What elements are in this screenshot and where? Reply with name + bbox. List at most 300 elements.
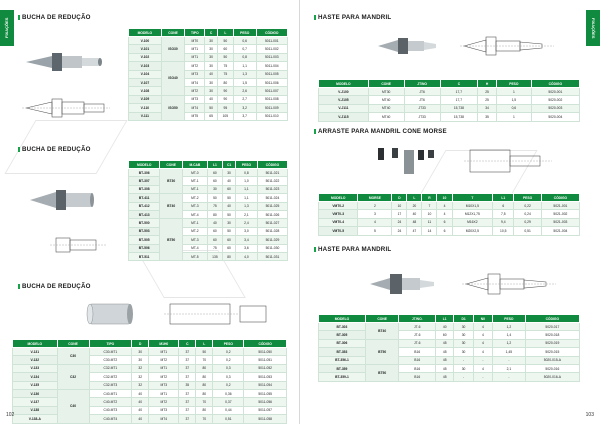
- table-cell: 0,51: [514, 227, 541, 235]
- table-row: [319, 96, 580, 104]
- column-header: H: [478, 80, 497, 88]
- table-cell: 40: [132, 389, 149, 397]
- table-cell-cone: BT50: [160, 219, 183, 261]
- table-cell: V-138-A: [13, 415, 58, 423]
- table-cell: 5011-030: [257, 244, 287, 252]
- table-cell: 40: [132, 398, 149, 406]
- table-cell: 1,5: [233, 78, 256, 86]
- table-cell: 80: [196, 364, 213, 372]
- table-cell: 5011-010: [256, 112, 287, 120]
- table-cell: JT-6: [399, 339, 436, 347]
- column-header: L1: [207, 161, 222, 169]
- column-header: D1: [454, 315, 473, 323]
- table-cell: MT1: [149, 364, 179, 372]
- table-cell: C40-MT2: [89, 398, 132, 406]
- table-cell: 37: [179, 398, 196, 406]
- table-cell: 0,8: [233, 53, 256, 61]
- table-row: [129, 219, 288, 227]
- table-cell: 60: [436, 331, 454, 339]
- table-cell: 3,0: [236, 227, 258, 235]
- column-header: C: [205, 29, 218, 37]
- table-cell: MT-0: [182, 169, 207, 177]
- table-cell: 80: [196, 389, 213, 397]
- table-cell-cone: BT40: [365, 323, 399, 340]
- column-header: MODELO: [319, 194, 358, 202]
- column-header: MORSE: [358, 194, 392, 202]
- table-row: [129, 95, 288, 103]
- tool-technical-drawing: [160, 294, 280, 334]
- right-page: [300, 0, 600, 424]
- table-cell: 90: [217, 95, 233, 103]
- table-cell: 4: [437, 210, 452, 218]
- table-cell: 5011-054: [244, 381, 287, 389]
- table-cell: V-136: [13, 389, 58, 397]
- table-cell: 40: [205, 95, 218, 103]
- column-header: CÓDIGO: [541, 194, 579, 202]
- table-cell: 70: [196, 356, 213, 364]
- table-cell: 5021-001: [541, 202, 579, 210]
- table-row: [129, 202, 288, 210]
- table-cell: BT-359: [319, 364, 366, 372]
- table-cell: BT-308: [129, 185, 160, 193]
- table-cell: 0,29: [514, 218, 541, 226]
- table-cell: 50: [196, 348, 213, 356]
- page-number: 103: [585, 412, 594, 418]
- table-cell: 1,5: [497, 96, 532, 104]
- column-header: PESO: [236, 161, 258, 169]
- table-cell: V-101: [129, 45, 162, 53]
- table-cell: 4: [358, 218, 392, 226]
- table-cell: JT-6: [399, 323, 436, 331]
- table-cell: 60: [207, 177, 222, 185]
- table-cell: 90: [217, 87, 233, 95]
- table-cell: 1,1: [236, 194, 258, 202]
- table-cell: BT-306: [129, 169, 160, 177]
- column-header: MODELO: [319, 315, 366, 323]
- table-row: [13, 406, 287, 414]
- column-header: CÓDIGO: [244, 340, 287, 348]
- table-cell: 0,2: [213, 348, 244, 356]
- table-cell: 4: [473, 339, 492, 347]
- table-cell: V-135: [13, 381, 58, 389]
- table-cell: 5011-052: [244, 364, 287, 372]
- table-cell: V-132: [13, 356, 58, 364]
- table-cell-cone: BT50: [365, 339, 399, 364]
- table-row: [129, 78, 288, 86]
- table-cell: 0,2: [213, 356, 244, 364]
- table-cell: 45: [436, 356, 454, 364]
- table-cell: 50: [217, 37, 233, 45]
- drift-table: [318, 193, 580, 236]
- table-cell: 80: [223, 252, 236, 260]
- table-cell: MT3: [149, 381, 179, 389]
- table-cell: 70: [196, 398, 213, 406]
- table-row: [13, 373, 287, 381]
- column-header: PESO: [493, 315, 526, 323]
- table-row: [319, 218, 580, 226]
- table-cell-cone: ISO30: [161, 37, 185, 62]
- table-cell: C30-MT2: [89, 356, 132, 364]
- table-cell: JT33: [404, 113, 440, 121]
- table-cell: 10,5: [493, 227, 514, 235]
- table-cell: 32: [132, 364, 149, 372]
- table-cell: 30: [205, 45, 218, 53]
- table-cell: 4: [473, 348, 492, 356]
- table-cell: 70: [196, 415, 213, 423]
- tool-technical-drawing: [460, 262, 570, 308]
- table-cell: MT-1: [182, 185, 207, 193]
- table-row: [129, 210, 288, 218]
- table-cell: C32-MT3: [89, 381, 132, 389]
- table-cell: 75: [217, 62, 233, 70]
- table-cell: 50: [207, 194, 222, 202]
- table-cell: BT-506: [129, 244, 160, 252]
- table-cell: 5011-028: [257, 227, 287, 235]
- table-cell: BT-307: [129, 177, 160, 185]
- table-cell: 17,7: [440, 88, 477, 96]
- table-cell: 0,7: [233, 45, 256, 53]
- table-cell: 9,4: [493, 218, 514, 226]
- table-cell: 45: [436, 339, 454, 347]
- table-cell: 5020-003: [531, 104, 579, 112]
- table-cell: 5011-029: [257, 236, 287, 244]
- table-row: [13, 381, 287, 389]
- table-cell: -: [473, 373, 492, 381]
- table-cell: JT6: [404, 96, 440, 104]
- table-cell: 30: [205, 62, 218, 70]
- table-cell: V-108: [129, 87, 162, 95]
- table-cell: 5011-031: [257, 252, 287, 260]
- section-title: ARRASTE PARA MANDRIL CONE MORSE: [318, 128, 447, 135]
- table-cell: 14: [422, 227, 437, 235]
- table-cell: C40-MT3: [89, 406, 132, 414]
- table-cell: -: [454, 373, 473, 381]
- table-cell: 5011-005: [256, 70, 287, 78]
- table-cell: 40: [132, 415, 149, 423]
- table-row: [129, 194, 288, 202]
- table-cell: 2,6: [233, 87, 256, 95]
- table-cell: 5011-058: [244, 415, 287, 423]
- table-cell: 1,2: [493, 323, 526, 331]
- table-cell-cone: BT50: [365, 364, 399, 381]
- column-header: MODELO: [129, 161, 160, 169]
- table-cell: B16: [399, 348, 436, 356]
- table-cell: 3: [358, 210, 392, 218]
- section-title: BUCHA DE REDUÇÃO: [22, 283, 91, 290]
- table-cell: 40: [223, 177, 236, 185]
- table-cell: 30: [454, 364, 473, 372]
- table-cell: BT-500: [129, 219, 160, 227]
- table-cell: 3,2: [233, 104, 256, 112]
- table-cell: 30: [454, 348, 473, 356]
- table-cell: 5020-015-A: [525, 356, 579, 364]
- table-cell-cone: BT40: [160, 194, 183, 219]
- table-cell: MT-3: [182, 202, 207, 210]
- column-header: 10: [437, 194, 452, 202]
- table-cell: MT-1: [182, 219, 207, 227]
- table-cell: MT1: [149, 348, 179, 356]
- table-cell: 5011-008: [256, 95, 287, 103]
- page-number: 102: [6, 412, 15, 418]
- table-cell: 5011-057: [244, 406, 287, 414]
- column-header: L1: [436, 315, 454, 323]
- table-cell: 40: [207, 219, 222, 227]
- tool-drawing-iso: [16, 26, 116, 86]
- table-cell: V-107: [129, 78, 162, 86]
- table-row: [319, 331, 580, 339]
- arbor-table: [318, 79, 580, 122]
- table-cell: V-102: [129, 53, 162, 61]
- table-cell: BT-503: [129, 227, 160, 235]
- table-cell: 5020-001: [531, 88, 579, 96]
- table-cell: VMT0-5: [319, 227, 358, 235]
- table-row: [13, 356, 287, 364]
- column-header: TIPO: [89, 340, 132, 348]
- table-cell: 60: [207, 169, 222, 177]
- table-cell: 17,7: [440, 96, 477, 104]
- tool-technical-drawing: [458, 24, 568, 70]
- table-cell: V-100: [129, 37, 162, 45]
- section-title: BUCHA DE REDUÇÃO: [22, 14, 91, 21]
- table-cell: 0,44: [213, 406, 244, 414]
- table-cell: 80: [207, 210, 222, 218]
- table-cell: MT-2: [182, 194, 207, 202]
- table-cell: MT0: [185, 37, 205, 45]
- table-cell: V-J100: [319, 88, 369, 96]
- table-cell: MT1: [149, 389, 179, 397]
- table-cell: BT-306: [319, 339, 366, 347]
- table-cell: 5011-004: [256, 62, 287, 70]
- column-header: CÓDIGO: [257, 161, 287, 169]
- table-cell: 37: [179, 364, 196, 372]
- table-cell: 0,2: [213, 381, 244, 389]
- table-row: [319, 364, 580, 372]
- table-cell: M20X2,5: [452, 227, 493, 235]
- table-cell: 37: [179, 348, 196, 356]
- table-cell: 11: [422, 218, 437, 226]
- column-header: T: [452, 194, 493, 202]
- table-cell: MT40: [368, 96, 404, 104]
- table-cell: 25: [478, 96, 497, 104]
- table-cell: 75: [207, 202, 222, 210]
- table-cell: 1,2: [493, 339, 526, 347]
- table-cell: 5021-004: [541, 227, 579, 235]
- reducer-table-bt: [128, 160, 288, 261]
- table-cell: 15,738: [440, 113, 477, 121]
- table-cell: V-J111: [319, 104, 369, 112]
- table-cell: 2,1: [236, 210, 258, 218]
- table-cell: 6: [493, 202, 514, 210]
- table-cell: C32-MT2: [89, 373, 132, 381]
- tool-drawing-drift: [370, 140, 440, 186]
- table-cell: M16X2: [452, 218, 493, 226]
- table-cell: 40: [205, 70, 218, 78]
- table-cell: 20: [407, 202, 422, 210]
- table-row: [13, 348, 287, 356]
- table-cell: 30: [454, 339, 473, 347]
- table-cell: V-103: [129, 62, 162, 70]
- table-cell: MT3: [185, 70, 205, 78]
- table-cell: MT-2: [182, 227, 207, 235]
- table-cell: 2,1: [493, 364, 526, 372]
- table-cell: 0,8: [236, 169, 258, 177]
- tool-drawing-bt: [22, 170, 122, 230]
- column-header: MODELO: [13, 340, 58, 348]
- table-cell: 5011-007: [256, 87, 287, 95]
- column-header: L: [407, 194, 422, 202]
- table-cell: BT-511: [129, 252, 160, 260]
- table-cell-cone: C40: [57, 389, 89, 423]
- table-cell: 1,4: [493, 331, 526, 339]
- table-cell: 105: [217, 112, 233, 120]
- table-cell: 7: [422, 202, 437, 210]
- table-cell: 5011-006: [256, 78, 287, 86]
- table-cell: BT-305: [319, 331, 366, 339]
- column-header: N0: [473, 315, 492, 323]
- table-cell: 34: [478, 104, 497, 112]
- column-header: CÓDIGO: [531, 80, 579, 88]
- table-cell: 25: [478, 88, 497, 96]
- table-cell: 6: [437, 218, 452, 226]
- table-cell-cone: BT30: [160, 169, 183, 194]
- table-row: [129, 169, 288, 177]
- table-cell: B16: [399, 364, 436, 372]
- table-row: [129, 236, 288, 244]
- table-cell: B16: [399, 356, 436, 364]
- table-cell: 1: [497, 113, 532, 121]
- table-cell: 5020-015: [525, 348, 579, 356]
- table-cell: 30: [205, 78, 218, 86]
- table-cell: 5020-016-A: [525, 373, 579, 381]
- table-cell: VMT0-4: [319, 218, 358, 226]
- table-cell: 5011-003: [256, 53, 287, 61]
- table-cell: 0,22: [514, 202, 541, 210]
- table-cell: 5011-055: [244, 389, 287, 397]
- column-header: D: [392, 194, 407, 202]
- table-cell: 5020-004: [531, 113, 579, 121]
- tool-technical-drawing: [460, 138, 570, 184]
- column-header: L1: [493, 194, 514, 202]
- column-header: C: [179, 340, 196, 348]
- table-cell: 35: [179, 381, 196, 389]
- table-cell: 50: [223, 194, 236, 202]
- table-cell: JT33: [404, 104, 440, 112]
- table-cell: MT-3: [182, 236, 207, 244]
- table-row: [13, 364, 287, 372]
- table-cell: -: [473, 356, 492, 364]
- table-row: [129, 37, 288, 45]
- table-cell: 4: [473, 323, 492, 331]
- column-header: MODELO: [129, 29, 162, 37]
- table-row: [319, 210, 580, 218]
- table-cell: 80: [196, 373, 213, 381]
- table-cell: 50: [223, 227, 236, 235]
- table-cell: V-109: [129, 95, 162, 103]
- table-row: [319, 339, 580, 347]
- table-cell: M12X1,75: [452, 210, 493, 218]
- table-cell: 80: [217, 78, 233, 86]
- table-row: [319, 104, 580, 112]
- table-cell: 5011-050: [244, 348, 287, 356]
- column-header: TIPO: [185, 29, 205, 37]
- table-cell: 5011-026: [257, 210, 287, 218]
- table-cell: 60: [207, 227, 222, 235]
- column-header: M.CAB: [182, 161, 207, 169]
- table-row: [129, 252, 288, 260]
- table-cell: 30: [207, 185, 222, 193]
- table-cell: MT4: [185, 104, 205, 112]
- table-cell: MT2: [149, 398, 179, 406]
- table-cell: 0,6: [233, 37, 256, 45]
- table-cell: 7,5: [493, 210, 514, 218]
- table-cell: 30: [132, 348, 149, 356]
- table-cell: 60: [223, 185, 236, 193]
- arbor-bt-table: [318, 314, 580, 382]
- column-header: PESO: [213, 340, 244, 348]
- table-cell: 40: [436, 323, 454, 331]
- table-cell: 0,3: [213, 364, 244, 372]
- reducer-table-cylindrical: [12, 339, 287, 424]
- table-cell: 10: [392, 202, 407, 210]
- table-cell: 15,738: [440, 104, 477, 112]
- table-cell: 50: [205, 104, 218, 112]
- table-cell: 65: [205, 112, 218, 120]
- table-cell: 5011-027: [257, 219, 287, 227]
- table-cell: -: [493, 373, 526, 381]
- table-cell: 4: [437, 202, 452, 210]
- table-cell: 1,45: [493, 348, 526, 356]
- table-cell: 5011-056: [244, 398, 287, 406]
- table-cell: 32: [132, 373, 149, 381]
- table-cell: 1,1: [233, 62, 256, 70]
- table-cell: 5020-016: [525, 364, 579, 372]
- tool-drawing-arbor-bt: [364, 262, 444, 306]
- table-cell: MT4: [185, 78, 205, 86]
- table-cell: BT-353: [319, 348, 366, 356]
- table-cell: 0,3: [213, 373, 244, 381]
- table-cell: 37: [179, 356, 196, 364]
- table-cell-cone: C30: [57, 348, 89, 365]
- table-cell: MT2: [185, 87, 205, 95]
- table-row: [13, 415, 287, 423]
- table-cell: 3,7: [233, 112, 256, 120]
- table-cell: 5011-022: [257, 177, 287, 185]
- table-cell: V-131: [13, 348, 58, 356]
- chapter-tab: FIXAÇÕES: [0, 10, 14, 46]
- table-cell: 2: [358, 202, 392, 210]
- table-cell: BT-413: [129, 210, 160, 218]
- column-header: D: [132, 340, 149, 348]
- table-cell: 37: [179, 373, 196, 381]
- column-header: C1: [223, 161, 236, 169]
- table-row: [129, 53, 288, 61]
- table-cell: C32-MT1: [89, 364, 132, 372]
- section-title: HASTE PARA MANDRIL: [318, 246, 392, 253]
- table-cell: MT2: [185, 62, 205, 70]
- chapter-tab: FIXAÇÕES: [586, 10, 600, 46]
- column-header: C: [440, 80, 477, 88]
- table-cell: 30: [223, 169, 236, 177]
- table-row: [129, 244, 288, 252]
- table-cell: BT-356-1: [319, 356, 366, 364]
- table-cell: C30-MT1: [89, 348, 132, 356]
- column-header: L: [217, 29, 233, 37]
- table-cell: 1,0: [236, 177, 258, 185]
- table-cell: 24: [392, 227, 407, 235]
- table-cell: 2,7: [233, 95, 256, 103]
- table-cell: 5021-002: [541, 210, 579, 218]
- table-cell: 80: [196, 406, 213, 414]
